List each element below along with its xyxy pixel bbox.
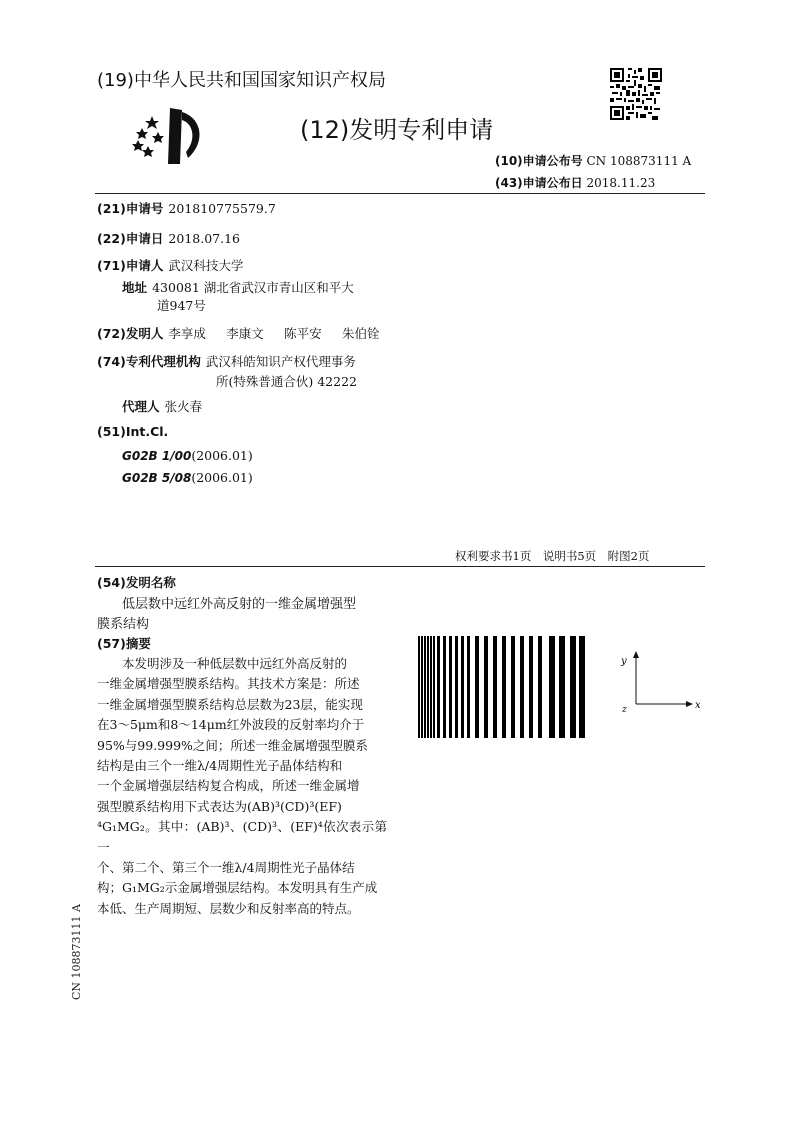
- address-row: [122, 277, 354, 296]
- publication-date-label: (43)申请公布日: [495, 176, 583, 190]
- layer-stripe: [430, 636, 432, 738]
- inventor-4: 朱伯铨: [342, 326, 380, 341]
- application-number-row: [97, 198, 276, 217]
- pages-divider: [95, 566, 705, 567]
- invention-title-label: (54)发明名称: [97, 575, 176, 590]
- layer-stripe: [520, 636, 524, 738]
- z-axis-label: z: [622, 705, 627, 715]
- layer-stripe: [529, 636, 533, 738]
- agency-row: [97, 351, 356, 370]
- intcl-code-2: G02B 5/08: [122, 471, 192, 485]
- intcl-row-2: [122, 467, 253, 486]
- layer-stripe: [421, 636, 423, 738]
- inventors-label: (72)发明人: [97, 326, 164, 341]
- x-axis-label: x: [695, 700, 701, 711]
- inventor-1: 李享成: [168, 326, 206, 341]
- qr-code-icon: [610, 68, 662, 120]
- header-divider: [95, 193, 705, 194]
- cnipa-logo-icon: [130, 106, 210, 168]
- abstract-line: 一维金属增强型膜系结构总层数为23层，能实现: [97, 696, 363, 712]
- publication-date-row: [495, 174, 655, 191]
- y-axis-arrow-icon: [633, 651, 639, 658]
- layer-stripe: [418, 636, 420, 738]
- publication-number-label: (10)申请公布号: [495, 154, 583, 168]
- layer-stripe: [427, 636, 429, 738]
- address-line-1: 430081 湖北省武汉市青山区和平大: [152, 280, 354, 295]
- layer-stripe: [484, 636, 488, 738]
- abstract-line: 本发明涉及一种低层数中远红外高反射的: [122, 656, 348, 671]
- layer-stripe: [475, 636, 479, 738]
- abstract-label: (57)摘要: [97, 636, 151, 651]
- abstract-line: 一个金属增强层结构复合构成，所述一维金属增: [97, 778, 360, 794]
- agent: 张火春: [164, 399, 203, 414]
- intcl-row-1: [122, 445, 253, 464]
- abstract-line: 95%与99.999%之间；所述一维金属增强型膜系: [97, 737, 368, 753]
- side-publication-number: CN 108873111 A: [70, 904, 83, 1000]
- address-label: 地址: [122, 280, 148, 295]
- abstract-text: [97, 654, 387, 919]
- layer-stripe: [511, 636, 515, 738]
- application-date-label: (22)申请日: [97, 231, 164, 246]
- layer-stripe: [570, 636, 576, 738]
- abstract-line: 构；G₁MG₂示金属增强层结构。本发明具有生产成: [97, 880, 378, 896]
- intcl-code-1: G02B 1/00: [122, 449, 192, 463]
- layer-stripe: [433, 636, 435, 738]
- inventor-2: 李康文: [226, 326, 264, 341]
- invention-title-line-2: 膜系结构: [97, 617, 150, 632]
- multilayer-structure-figure: [418, 636, 585, 738]
- application-number-label: (21)申请号: [97, 201, 164, 216]
- intcl-version-1: (2006.01): [191, 448, 253, 463]
- layer-stripe: [449, 636, 452, 738]
- abstract-line: 结构是由三个一维λ/4周期性光子晶体结构和: [97, 758, 343, 774]
- layer-stripe: [461, 636, 464, 738]
- invention-title-line-1: 低层数中远红外高反射的一维金属增强型: [122, 597, 357, 612]
- applicant-label: (71)申请人: [97, 258, 164, 273]
- publication-number-row: [495, 152, 691, 169]
- layer-stripe: [502, 636, 506, 738]
- application-number: 201810775579.7: [168, 201, 276, 216]
- layer-stripe: [579, 636, 585, 738]
- abstract-line: 强型膜系结构用下式表达为(AB)³(CD)³(EF): [97, 798, 342, 814]
- document-type: (12)发明专利申请: [300, 116, 494, 144]
- abstract-line: 一维金属增强型膜系结构。其技术方案是：所述: [97, 676, 360, 692]
- agency-line-1: 武汉科皓知识产权代理事务: [205, 354, 356, 369]
- layer-stripe: [443, 636, 446, 738]
- abstract-line: 在3～5μm和8～14μm红外波段的反射率均介于: [97, 717, 365, 733]
- inventor-3: 陈平安: [284, 326, 322, 341]
- publication-date: 2018.11.23: [586, 176, 656, 190]
- layer-stripe: [467, 636, 470, 738]
- layer-stripe: [437, 636, 440, 738]
- office-name: (19)中华人民共和国国家知识产权局: [97, 70, 386, 91]
- inventors-row: [97, 323, 380, 342]
- layer-stripe: [493, 636, 497, 738]
- layer-stripe: [424, 636, 426, 738]
- agent-row: [122, 396, 202, 415]
- layer-stripe: [538, 636, 542, 738]
- applicant-row: [97, 255, 243, 274]
- axis-diagram: [612, 648, 708, 724]
- y-axis-label: y: [621, 656, 627, 667]
- page-count-info: 权利要求书1页 说明书5页 附图2页: [455, 549, 650, 563]
- intcl-version-2: (2006.01): [191, 470, 253, 485]
- abstract-line: ⁴G₁MG₂。其中：(AB)³、(CD)³、(EF)⁴依次表示第一: [97, 819, 387, 855]
- layer-stripe: [455, 636, 458, 738]
- abstract-line: 个、第二个、第三个一维λ/4周期性光子晶体结: [97, 860, 355, 876]
- agent-label: 代理人: [122, 399, 160, 414]
- layer-stripe: [559, 636, 565, 738]
- x-axis-arrow-icon: [686, 701, 693, 707]
- abstract-line: 本低、生产周期短、层数少和反射率高的特点。: [97, 900, 360, 916]
- agency-line-2: 所(特殊普通合伙) 42222: [216, 374, 357, 389]
- application-date-row: [97, 228, 240, 247]
- intcl-label: (51)Int.Cl.: [97, 424, 169, 439]
- agency-label: (74)专利代理机构: [97, 354, 201, 369]
- layer-stripe: [549, 636, 555, 738]
- application-date: 2018.07.16: [168, 231, 240, 246]
- applicant: 武汉科技大学: [168, 258, 244, 273]
- address-line-2: 道947号: [157, 298, 206, 313]
- publication-number: CN 108873111 A: [586, 154, 692, 168]
